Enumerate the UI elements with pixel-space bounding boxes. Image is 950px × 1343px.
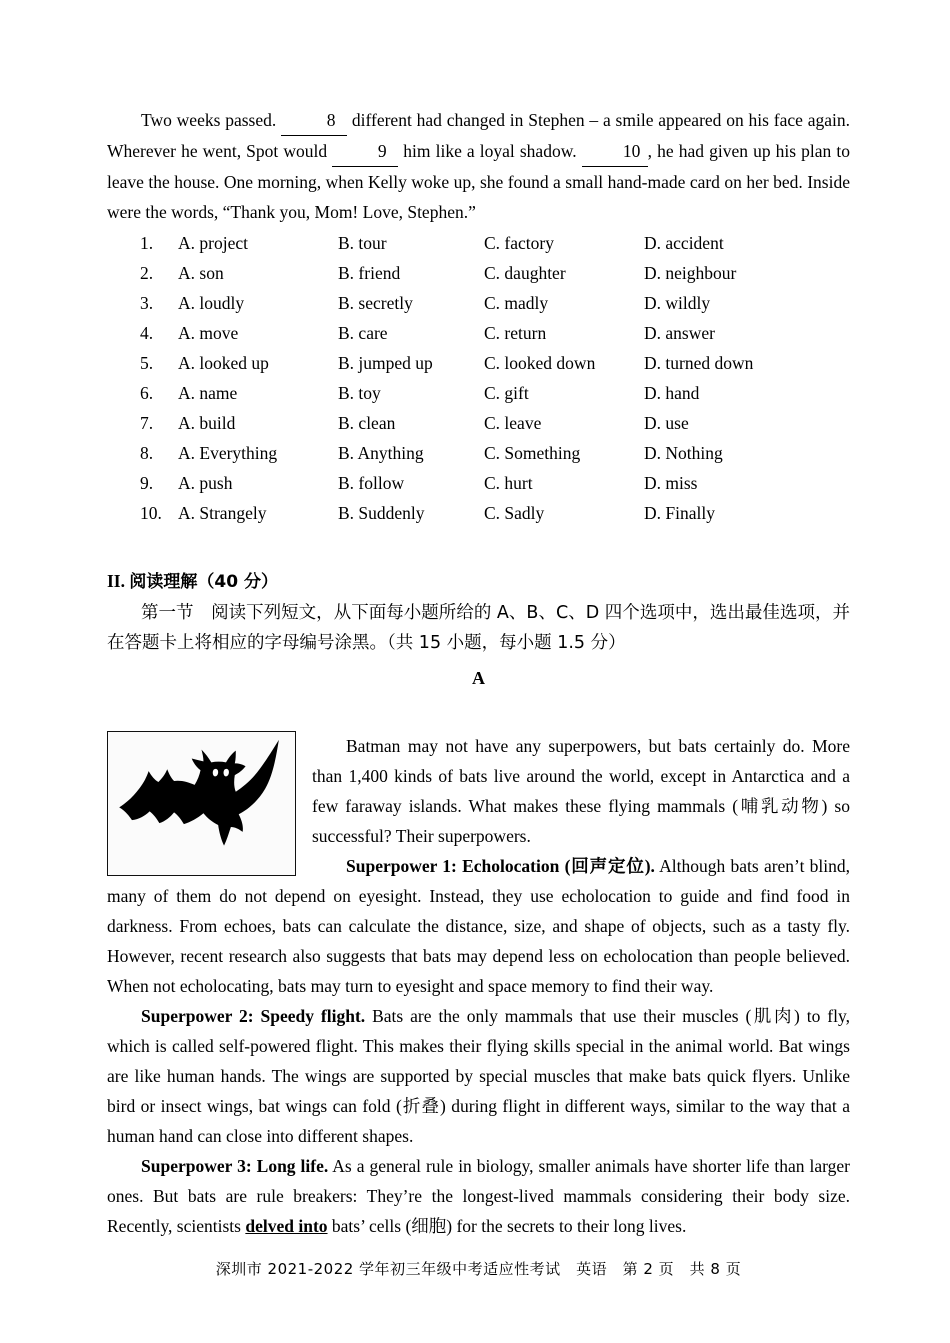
- option-d[interactable]: D. wildly: [644, 293, 711, 313]
- superpower-1-heading: Superpower 1: Echolocation (回声定位).: [346, 856, 655, 876]
- delved-into-underlined-phrase: delved into: [245, 1216, 328, 1236]
- section-instructions: [107, 598, 850, 658]
- option-row: [140, 348, 850, 378]
- option-d[interactable]: D. accident: [644, 233, 724, 253]
- option-a[interactable]: A. push: [178, 473, 233, 493]
- option-d[interactable]: D. Finally: [644, 503, 715, 523]
- option-a[interactable]: A. project: [178, 233, 248, 253]
- cloze-blank-9: 9: [332, 136, 398, 167]
- option-row: [140, 228, 850, 258]
- section-roman-numeral: II.: [107, 571, 125, 591]
- option-a[interactable]: A. loudly: [178, 293, 245, 313]
- option-d[interactable]: D. turned down: [644, 353, 754, 373]
- cloze-blank-8: 8: [281, 105, 347, 136]
- section-title: 阅读理解（40 分）: [129, 572, 278, 592]
- option-c[interactable]: C. Sadly: [484, 503, 545, 523]
- option-a[interactable]: A. son: [178, 263, 224, 283]
- cloze-line2-middle: him like a loyal shadow.: [403, 141, 577, 161]
- cloze-line2-before: face again. Wherever he went, Spot would: [107, 110, 850, 161]
- superpower-2-heading: Superpower 2: Speedy flight.: [141, 1006, 366, 1026]
- option-a[interactable]: A. build: [178, 413, 236, 433]
- option-b[interactable]: B. Suddenly: [338, 503, 425, 523]
- passage-a-paragraph-3: [107, 1001, 850, 1151]
- option-b[interactable]: B. clean: [338, 413, 396, 433]
- option-b[interactable]: B. toy: [338, 383, 381, 403]
- option-b[interactable]: B. Anything: [338, 443, 424, 463]
- bat-silhouette-icon: [108, 732, 295, 875]
- option-row: [140, 258, 850, 288]
- option-number: 5.: [140, 353, 154, 373]
- option-row: [140, 288, 850, 318]
- option-b[interactable]: B. care: [338, 323, 388, 343]
- option-c[interactable]: C. looked down: [484, 353, 596, 373]
- option-a[interactable]: A. Everything: [178, 443, 278, 463]
- superpower-3-text-part1: As a general rule in biology, smaller animals have shorter life than larger ones. But bats are rule breakers: They’re the longest-lived mammals considering their body size. Recently, scientists: [107, 1156, 851, 1236]
- cloze-line1-after: different had changed in Stephen – a smile appeared on his: [351, 110, 769, 130]
- passage-label-a: A: [472, 668, 485, 688]
- cloze-line4: hand-made card on her bed. Inside were the words, “Thank you, Mom! Love, Stephen.”: [107, 172, 850, 222]
- option-b[interactable]: B. jumped up: [338, 353, 433, 373]
- option-number: 8.: [140, 443, 154, 463]
- section-heading: [107, 567, 278, 597]
- option-c[interactable]: C. return: [484, 323, 547, 343]
- passage-a-paragraph-1: Batman may not have any superpowers, but bats certainly do. More than 1,400 kinds of bats live around the world, except in Antarctica and a few faraway islands. What makes these flying mammals (哺乳动物) so successful? Their superpowers.: [312, 736, 850, 846]
- option-c[interactable]: C. Something: [484, 443, 581, 463]
- option-d[interactable]: D. hand: [644, 383, 700, 403]
- option-a[interactable]: A. name: [178, 383, 238, 403]
- option-a[interactable]: A. move: [178, 323, 239, 343]
- option-d[interactable]: D. Nothing: [644, 443, 723, 463]
- option-number: 3.: [140, 293, 154, 313]
- superpower-3-text-part2: bats’ cells (细胞) for the secrets to their long lives.: [327, 1216, 687, 1236]
- option-row: [140, 498, 850, 528]
- option-row: [140, 378, 850, 408]
- option-c[interactable]: C. madly: [484, 293, 549, 313]
- option-number: 1.: [140, 233, 154, 253]
- option-d[interactable]: D. use: [644, 413, 689, 433]
- option-row: [140, 438, 850, 468]
- option-number: 2.: [140, 263, 154, 283]
- option-b[interactable]: B. secretly: [338, 293, 413, 313]
- option-d[interactable]: D. answer: [644, 323, 715, 343]
- superpower-2-text: Bats are the only mammals that use their muscles (肌肉) to fly, which is called self-powered flight. This makes their flying skills special in the animal world. Bat wings are like human hands. The wings are supported by special muscles that make bats quick flyers. Unlike bird or insect wings, bat wings can fold (折叠) during flight in different ways, similar to the way that a human hand can close into different shapes.: [107, 1006, 850, 1146]
- option-number: 10.: [140, 503, 162, 523]
- option-number: 6.: [140, 383, 154, 403]
- cloze-blank-10: 10: [582, 136, 648, 167]
- option-c[interactable]: C. leave: [484, 413, 542, 433]
- option-c[interactable]: C. daughter: [484, 263, 566, 283]
- passage-a-paragraph-4: [107, 1151, 850, 1241]
- option-number: 7.: [140, 413, 154, 433]
- option-d[interactable]: D. neighbour: [644, 263, 737, 283]
- cloze-passage-text: [107, 105, 850, 227]
- cloze-line1-before: Two weeks passed.: [141, 110, 277, 130]
- option-a[interactable]: A. Strangely: [178, 503, 267, 523]
- cloze-line3: given up his plan to leave the house. One morning, when Kelly woke up, she found a small: [107, 141, 851, 192]
- option-row: [140, 408, 850, 438]
- option-d[interactable]: D. miss: [644, 473, 698, 493]
- option-c[interactable]: C. factory: [484, 233, 554, 253]
- option-c[interactable]: C. gift: [484, 383, 529, 403]
- page-footer: 深圳市 2021-2022 学年初三年级中考适应性考试 英语 第 2 页 共 8 页: [215, 1260, 742, 1278]
- cloze-options-list: [140, 228, 850, 528]
- exam-page: [107, 0, 850, 1343]
- bat-figure-box: [107, 731, 296, 876]
- option-row: [140, 318, 850, 348]
- section-instructions-text: 第一节 阅读下列短文，从下面每小题所给的 A、B、C、D 四个选项中，选出最佳选项，并在答题卡上将相应的字母编号涂黑。（共 15 小题，每小题 1.5 分）: [107, 603, 850, 653]
- option-number: 9.: [140, 473, 154, 493]
- option-c[interactable]: C. hurt: [484, 473, 533, 493]
- superpower-3-heading: Superpower 3: Long life.: [141, 1156, 329, 1176]
- option-b[interactable]: B. follow: [338, 473, 405, 493]
- superpower-1-text: Although bats aren’t blind, many of them do not depend on eyesight. Instead, they use echolocation to guide and find food in darkness. From echoes, bats can calculate the distance, size, and shape of objects, such as a tasty fly. However, recent research also suggests that bats may depend less on echolocation than people believed. When not echolocating, bats may turn to eyesight and space memory to find their way.: [107, 856, 851, 996]
- option-row: [140, 468, 850, 498]
- option-b[interactable]: B. friend: [338, 263, 401, 283]
- option-b[interactable]: B. tour: [338, 233, 387, 253]
- cloze-line2-after: , he had: [647, 141, 705, 161]
- option-number: 4.: [140, 323, 154, 343]
- option-a[interactable]: A. looked up: [178, 353, 269, 373]
